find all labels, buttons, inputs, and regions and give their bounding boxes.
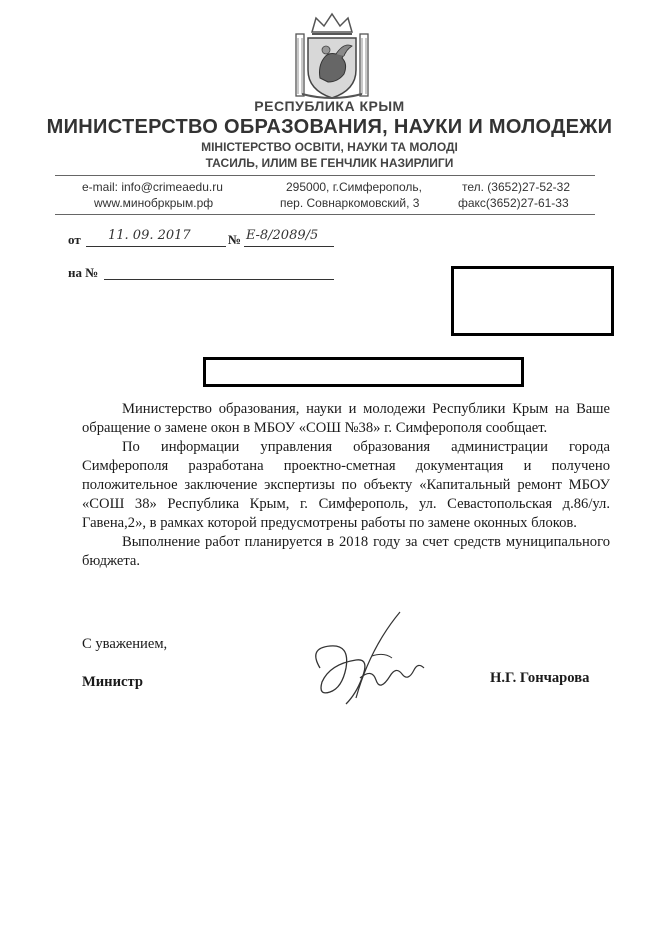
- contact-street: пер. Совнаркомовский, 3: [280, 196, 420, 210]
- body-paragraph: По информации управления образования администрации города Симферополя разработана проектно-сметная документация и получено положительное заключение экспертизы по объекту «Капитальный ремонт МБОУ «СОШ 38» Республика Крым, г. Симферополь, ул. Севастопольская д.86/ул. Гавена,2», в рамках которой предусмотрены работы по замене оконных блоков.: [82, 439, 610, 531]
- body-paragraph: Выполнение работ планируется в 2018 году за счет средств муниципального бюджета.: [82, 534, 610, 569]
- contact-email[interactable]: e-mail: info@crimeaedu.ru: [82, 180, 223, 194]
- header-ministry-ukrainian: МІНІСТЕРСТВО ОСВІТИ, НАУКИ ТА МОЛОДІ: [201, 140, 458, 154]
- ref-number-label: №: [228, 232, 242, 247]
- ref-number-line: [244, 246, 334, 247]
- contact-website[interactable]: www.минобркрым.рф: [94, 196, 214, 210]
- redacted-recipient-box: [451, 266, 614, 336]
- handwritten-signature: [300, 608, 430, 718]
- contact-fax: факс(3652)27-61-33: [458, 196, 569, 210]
- ref-date: 11. 09. 2017: [108, 228, 191, 243]
- ref-reply-line: [104, 279, 334, 280]
- header-ministry: МИНИСТЕРСТВО ОБРАЗОВАНИЯ, НАУКИ И МОЛОДЕЖИ: [46, 116, 613, 138]
- redacted-salutation-box: [203, 357, 524, 387]
- header-divider-top: [55, 175, 595, 176]
- crimea-coat-of-arms-icon: [292, 12, 372, 100]
- contact-phone: тел. (3652)27-52-32: [462, 180, 571, 194]
- signatory-name: Н.Г. Гончарова: [490, 670, 590, 686]
- header-divider-bottom: [55, 214, 595, 215]
- ref-number: Е-8/2089/5: [246, 228, 319, 243]
- header-republic: РЕСПУБЛИКА КРЫМ: [254, 98, 405, 114]
- ref-reply-label: на №: [68, 265, 99, 280]
- ref-date-line: [86, 246, 226, 247]
- ref-from-label: от: [68, 232, 81, 247]
- signatory-position: Министр: [82, 674, 143, 690]
- letter-body: [82, 400, 610, 571]
- body-paragraph: Министерство образования, науки и молодежи Республики Крым на Ваше обращение о замене окон в МБОУ «СОШ №38» г. Симферополя сообщает.: [82, 401, 610, 436]
- header-ministry-crimean-tatar: ТАСИЛЬ, ИЛИМ ВЕ ГЕНЧЛИК НАЗИРЛИГИ: [205, 156, 454, 170]
- closing-regards: С уважением,: [82, 636, 168, 652]
- contact-postal: 295000, г.Симферополь,: [286, 180, 422, 194]
